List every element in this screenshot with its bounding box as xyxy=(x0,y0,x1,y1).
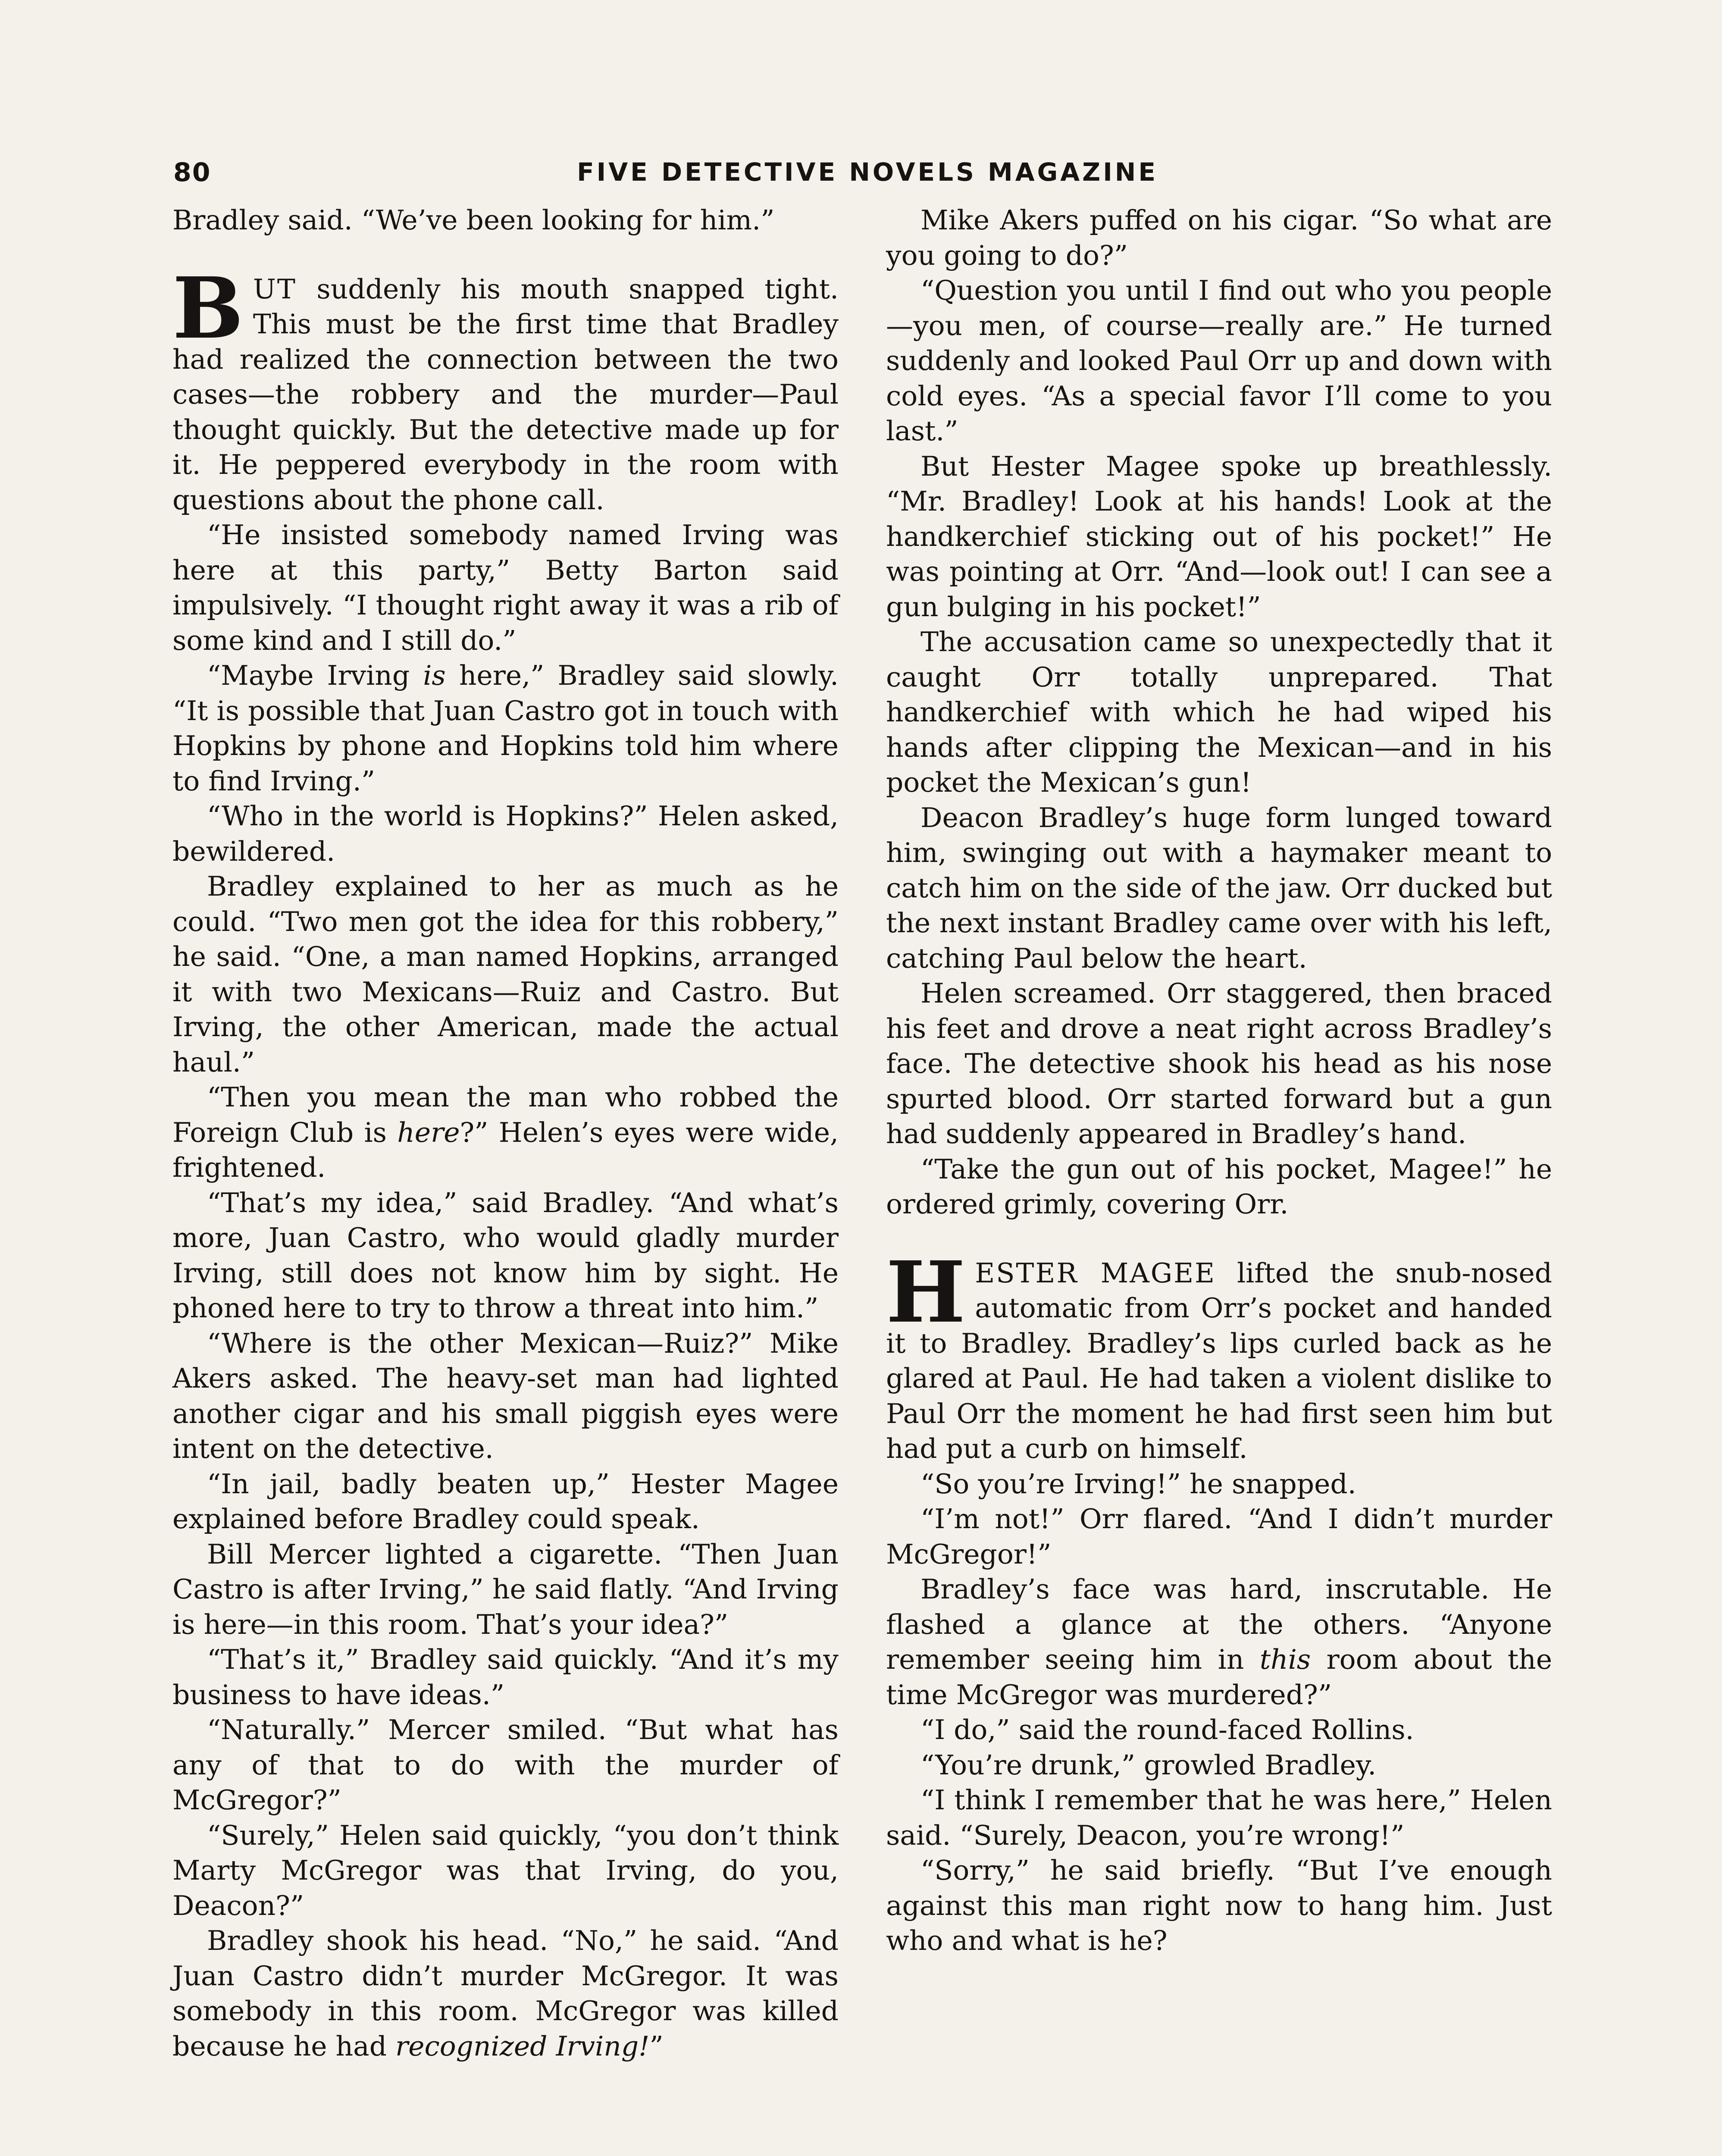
paragraph: “I do,” said the round-faced Rollins. xyxy=(920,1714,1414,1745)
paragraph: “That’s my idea,” said Bradley. “And what’s more, Juan Castro, who would gladly murder Irving, still does not know him by sight. He phoned here to try to throw a threat into him.” xyxy=(172,1187,839,1324)
paragraph xyxy=(172,658,839,799)
left-column xyxy=(172,203,839,2064)
paragraph-text: Bradley shook his head. “No,” he said. “And Juan Castro didn’t murder McGregor. It was somebody in this room. McGregor was killed because he had xyxy=(172,1925,839,2062)
emphasis: here xyxy=(397,1116,460,1148)
paragraph: “You’re drunk,” growled Bradley. xyxy=(920,1749,1377,1781)
paragraph-text: “Then you mean the man who robbed the Foreign Club is xyxy=(172,1081,839,1148)
paragraph: “Where is the other Mexican—Ruiz?” Mike Akers asked. The heavy-set man had lighted another cigar and his small piggish eyes were intent on the detective. xyxy=(172,1327,839,1464)
paragraph-text: here,” Bradley said slowly. “It is possible that Juan Castro got in touch with Hopkins by phone and Hopkins told him where to find Irving.” xyxy=(172,660,839,797)
paragraph: But Hester Magee spoke up breathlessly. “Mr. Bradley! Look at his hands! Look at the handkerchief sticking out of his pocket!” He was pointing at Orr. “And—look out! I can see a gun bulging in his pocket!” xyxy=(886,450,1552,623)
paragraph: “Sorry,” he said briefly. “But I’ve enough against this man right now to hang him. Just who and what is he? xyxy=(886,1855,1552,1956)
section-opening-paragraph xyxy=(886,1242,1552,1467)
paragraph: “In jail, badly beaten up,” Hester Magee explained before Bradley could speak. xyxy=(172,1468,839,1535)
lead-in: ESTER MAGEE xyxy=(975,1257,1216,1289)
page-number: 80 xyxy=(173,157,211,188)
paragraph xyxy=(172,1923,839,2064)
paragraph-text: Bradley’s face was hard, inscrutable. He flashed a glance at the others. “Anyone remember seeing him in xyxy=(886,1573,1552,1675)
paragraph: “That’s it,” Bradley said quickly. “And it’s my business to have ideas.” xyxy=(172,1644,839,1711)
paragraph: “I think I remember that he was here,” Helen said. “Surely, Deacon, you’re wrong!” xyxy=(886,1784,1552,1851)
paragraph: “So you’re Irving!” he snapped. xyxy=(920,1468,1356,1500)
paragraph: “He insisted somebody named Irving was here at this party,” Betty Barton said impulsively. “I thought right away it was a rib of some kind and I still do.” xyxy=(172,519,839,656)
emphasis: this xyxy=(1259,1644,1311,1675)
lead-in: UT xyxy=(253,273,297,305)
paragraph: “Surely,” Helen said quickly, “you don’t think Marty McGregor was that Irving, do you, Deacon?” xyxy=(172,1819,839,1921)
paragraph-text: lifted the snub-nosed automatic from Orr’s pocket and handed it to Bradley. Bradley’s lips curled back as he glared at Paul. He had taken a violent dislike to Paul Orr the moment he had first seen him but had put a curb on himself. xyxy=(886,1257,1552,1464)
emphasis: recognized Irving! xyxy=(395,2030,650,2062)
paragraph-text: “Maybe Irving xyxy=(207,660,423,691)
drop-cap: B xyxy=(172,258,244,357)
paragraph: Bradley said. “We’ve been looking for him.” xyxy=(172,204,775,236)
page-header xyxy=(173,157,1562,196)
paragraph xyxy=(886,1572,1552,1712)
paragraph-text: suddenly his mouth snapped tight. This must be the first time that Bradley had realized the connection between the two cases—the robbery and the murder—Paul thought quickly. But the detective made up for it. He peppered everybody in the room with questions about the phone call. xyxy=(172,273,839,516)
paragraph: Bill Mercer lighted a cigarette. “Then Juan Castro is after Irving,” he said flatly. “And Irving is here—in this room. That’s your idea?” xyxy=(172,1538,839,1640)
paragraph: “Naturally.” Mercer smiled. “But what has any of that to do with the murder of McGregor?” xyxy=(172,1714,839,1816)
paragraph: “I’m not!” Orr flared. “And I didn’t murder McGregor!” xyxy=(886,1503,1552,1570)
paragraph: Helen screamed. Orr staggered, then braced his feet and drove a neat right across Bradley’s face. The detective shook his head as his nose spurted blood. Orr started forward but a gun had suddenly appeared in Bradley’s hand. xyxy=(886,978,1552,1150)
paragraph: “Take the gun out of his pocket, Magee!” he ordered grimly, covering Orr. xyxy=(886,1153,1552,1220)
paragraph: Bradley explained to her as much as he could. “Two men got the idea for this robbery,” he said. “One, a man named Hopkins, arranged it with two Mexicans—Ruiz and Castro. But Irving, the other American, made the actual haul.” xyxy=(172,871,839,1078)
paragraph: Mike Akers puffed on his cigar. “So what are you going to do?” xyxy=(886,204,1552,271)
paragraph xyxy=(172,1080,839,1185)
paragraph: “Who in the world is Hopkins?” Helen asked, bewildered. xyxy=(172,800,839,867)
running-head: FIVE DETECTIVE NOVELS MAGAZINE xyxy=(577,157,1158,187)
right-column xyxy=(886,203,1552,1959)
paragraph: “Question you until I find out who you people—you men, of course—really are.” He turned suddenly and looked Paul Orr up and down with cold eyes. “As a special favor I’ll come to you last.” xyxy=(886,275,1552,447)
paragraph-text: room about the time McGregor was murdered?” xyxy=(886,1644,1552,1711)
paragraph-text: ” xyxy=(649,2030,664,2062)
section-opening-paragraph xyxy=(172,258,839,518)
drop-cap: H xyxy=(886,1242,966,1341)
paragraph: The accusation came so unexpectedly that it caught Orr totally unprepared. That handkerchief with which he had wiped his hands after clipping the Mexican—and in his pocket the Mexican’s gun! xyxy=(886,626,1552,798)
emphasis: is xyxy=(423,660,446,691)
paragraph-text: ?” Helen’s eyes were wide, frightened. xyxy=(172,1116,839,1183)
paragraph: Deacon Bradley’s huge form lunged toward him, swinging out with a haymaker meant to catch him on the side of the jaw. Orr ducked but the next instant Bradley came over with his left, catching Paul below the heart. xyxy=(886,802,1552,974)
